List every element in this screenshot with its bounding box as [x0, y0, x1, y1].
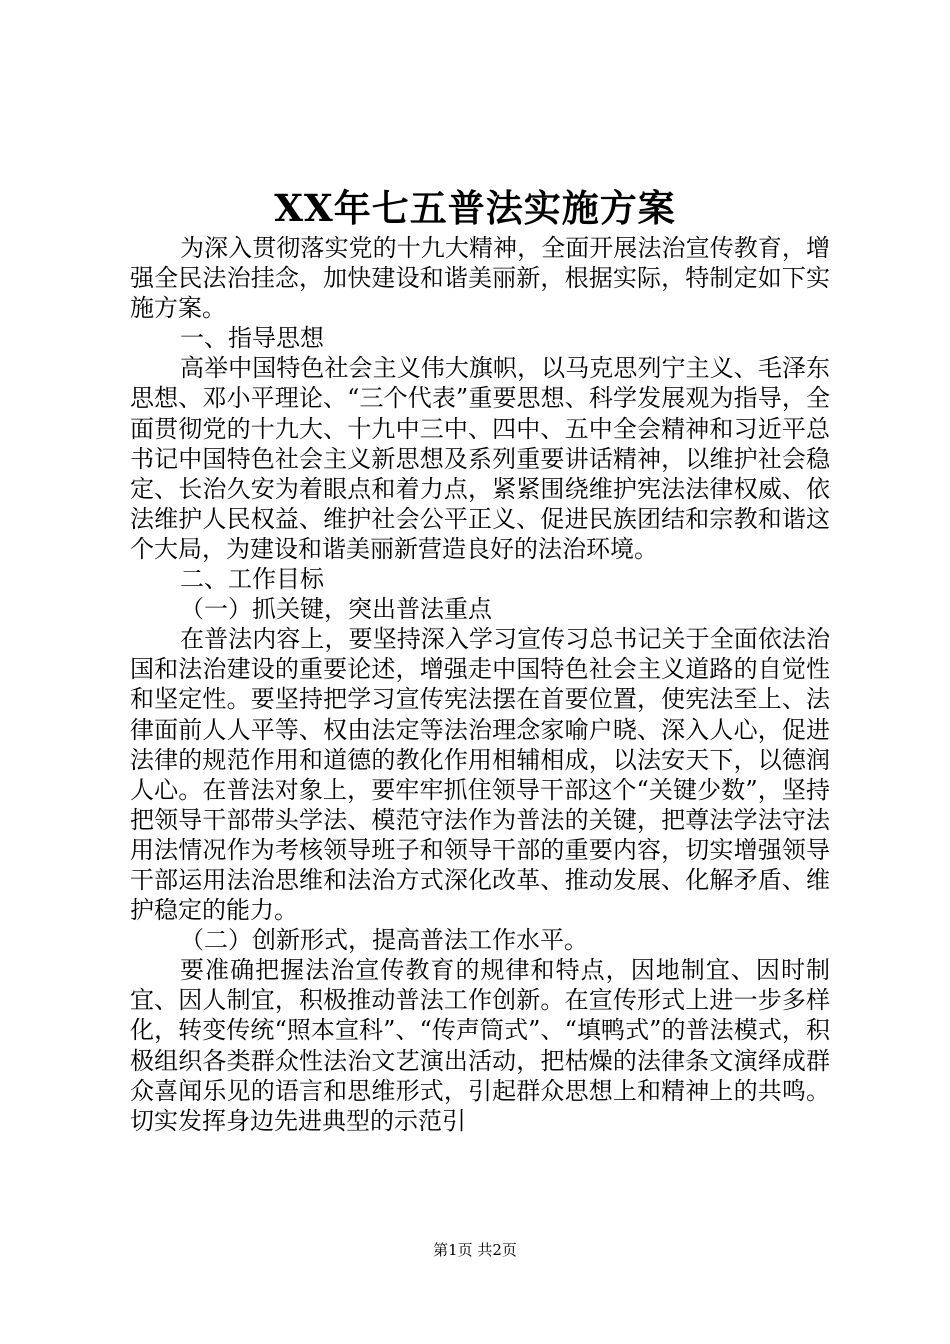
paragraph-key-points: 在普法内容上，要坚持深入学习宣传习总书记关于全面依法治国和法治建设的重要论述，增强走中国特色社会主义道路的自觉性和坚定性。要坚持把学习宣传宪法摆在首要位置，使宪法至上、法律面前人人平等、权由法定等法治理念家喻户晓、深入人心，促进法律的规范作用和道德的教化作用相辅相成，以法安天下，以德润人心。在普法对象上，要牢牢抓住领导干部这个“关键少数”，坚持把领导干部带头学法、模范守法作为普法的关键，把尊法学法守法用法情况作为考核领导班子和领导干部的重要内容，切实增强领导干部运用法治思维和法治方式深化改革、推动发展、化解矛盾、维护稳定的能力。	[130, 625, 830, 925]
page-number-footer: 第1页 共2页	[433, 1241, 517, 1259]
document-body	[130, 233, 830, 1136]
subheading-key-points: （一）抓关键，突出普法重点	[180, 595, 492, 624]
document-title: XX年七五普法实施方案	[274, 186, 676, 230]
paragraph-innovation: 要准确把握法治宣传教育的规律和特点，因地制宜、因时制宜、因人制宜，积极推动普法工作创新。在宣传形式上进一步多样化，转变传统“照本宣科”、“传声筒式”、“填鸭式”的普法模式，积极组织各类群众性法治文艺演出活动，把枯燥的法律条文演绎成群众喜闻乐见的语言和思维形式，引起群众思想上和精神上的共鸣。切实发挥身边先进典型的示范引	[130, 956, 830, 1135]
heading-guiding-ideology: 一、指导思想	[180, 324, 324, 353]
paragraph-guiding-ideology: 高举中国特色社会主义伟大旗帜，以马克思列宁主义、毛泽东思想、邓小平理论、“三个代表”重要思想、科学发展观为指导，全面贯彻党的十九大、十九中三中、四中、五中全会精神和习近平总书记中国特色社会主义新思想及系列重要讲话精神，以维护社会稳定、长治久安为着眼点和着力点，紧紧围绕维护宪法法律权威、依法维护人民权益、维护社会公平正义、促进民族团结和宗教和谐这个大局，为建设和谐美丽新营造良好的法治环境。	[130, 354, 830, 563]
subheading-innovation: （二）创新形式，提高普法工作水平。	[180, 926, 588, 955]
heading-work-goals: 二、工作目标	[180, 565, 324, 594]
paragraph-intro: 为深入贯彻落实党的十九大精神，全面开展法治宣传教育，增强全民法治挂念，加快建设和谐美丽新，根据实际，特制定如下实施方案。	[130, 234, 830, 323]
